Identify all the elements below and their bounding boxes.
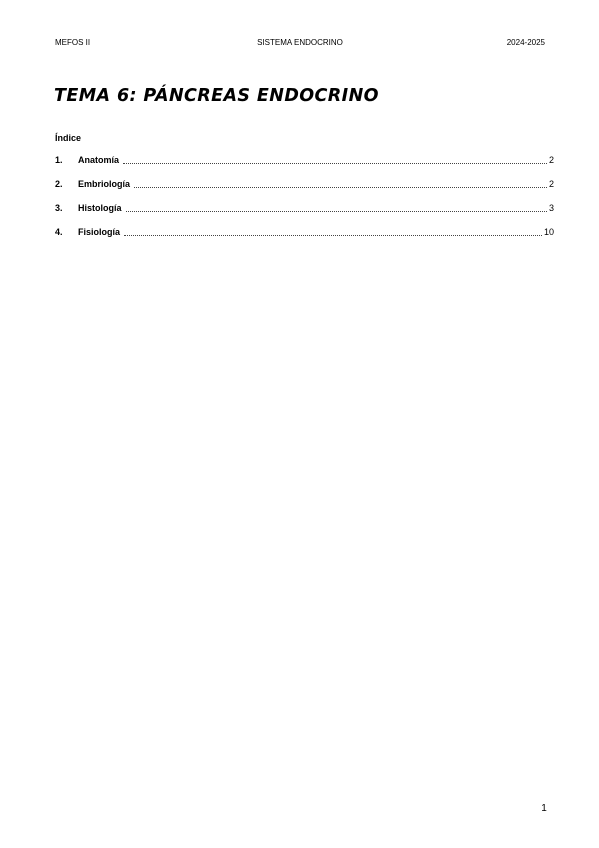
toc-entry-label: Anatomía (78, 155, 120, 165)
toc-entry-label: Embriología (78, 179, 131, 189)
toc-entry-number: 3. (55, 203, 63, 213)
toc-dot-leader (124, 235, 542, 236)
toc-entry-page: 10 (543, 227, 554, 237)
toc-entry-anatomia[interactable] (55, 154, 554, 166)
toc-dot-leader (123, 163, 547, 164)
toc-entry-number: 2. (55, 179, 63, 189)
table-of-contents (55, 154, 554, 250)
toc-dot-leader (126, 211, 547, 212)
toc-entry-histologia[interactable] (55, 202, 554, 214)
toc-entry-label: Histología (78, 203, 122, 213)
toc-entry-number: 4. (55, 227, 63, 237)
toc-entry-number: 1. (55, 155, 63, 165)
header-year: 2024-2025 (506, 38, 545, 47)
header-course: MEFOS II (55, 38, 91, 47)
document-title: TEMA 6: PÁNCREAS ENDOCRINO (54, 86, 379, 106)
toc-heading: Índice (55, 133, 82, 143)
page-number: 1 (541, 803, 547, 814)
toc-entry-fisiologia[interactable] (55, 226, 554, 238)
toc-entry-page: 2 (548, 155, 554, 165)
toc-dot-leader (134, 187, 547, 188)
header-subject: SISTEMA ENDOCRINO (257, 38, 343, 47)
toc-entry-embriologia[interactable] (55, 178, 554, 190)
toc-entry-page: 2 (548, 179, 554, 189)
page-header (55, 37, 545, 49)
toc-entry-label: Fisiología (78, 227, 121, 237)
toc-entry-page: 3 (548, 203, 554, 213)
